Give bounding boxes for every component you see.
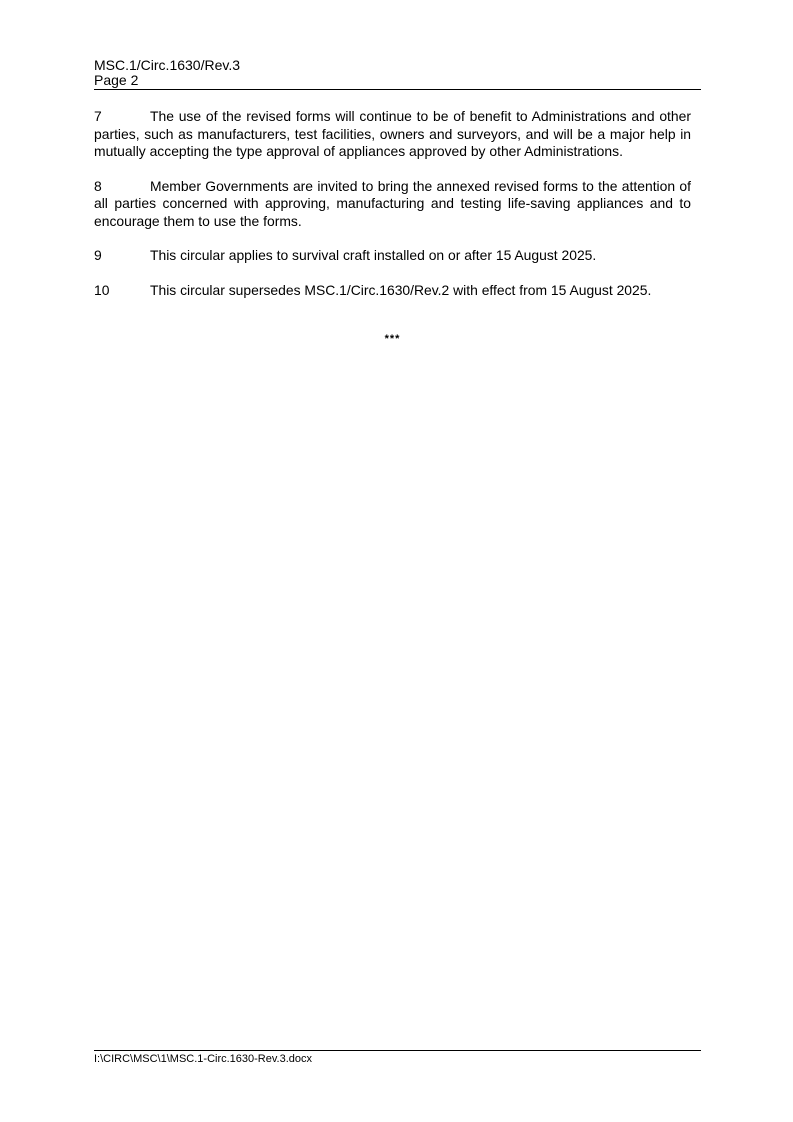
paragraph-number: 10 (94, 281, 110, 298)
document-body (94, 108, 691, 316)
paragraph-text: Member Governments are invited to bring the annexed revised forms to the attention of all parties concerned with approving, manufacturing and testing life-saving appliances and to encourage them to use the forms. (94, 177, 691, 229)
page-footer (94, 1050, 701, 1066)
paragraph-9 (94, 247, 691, 265)
paragraph-number: 9 (94, 247, 102, 263)
paragraph-10 (94, 282, 691, 300)
paragraph-7 (94, 108, 691, 161)
paragraph-text: The use of the revised forms will continue to be of benefit to Administrations and other parties, such as manufacturers, test facilities, owners and surveyors, and will be a major help in mutually accepting the type approval of appliances approved by other Administrations. (94, 108, 691, 159)
page-number: Page 2 (94, 72, 139, 88)
paragraph-text: This circular applies to survival craft installed on or after 15 August 2025. (150, 247, 597, 263)
document-reference: MSC.1/Circ.1630/Rev.3 (94, 57, 241, 73)
page-header (94, 58, 701, 90)
section-separator: *** (384, 333, 401, 345)
paragraph-number: 8 (94, 177, 102, 194)
paragraph-text: This circular supersedes MSC.1/Circ.1630/Rev.2 with effect from 15 August 2025. (150, 281, 652, 298)
file-path: I:\CIRC\MSC\1\MSC.1-Circ.1630-Rev.3.docx (94, 1053, 313, 1065)
paragraph-number: 7 (94, 108, 102, 124)
paragraph-8 (94, 178, 691, 231)
